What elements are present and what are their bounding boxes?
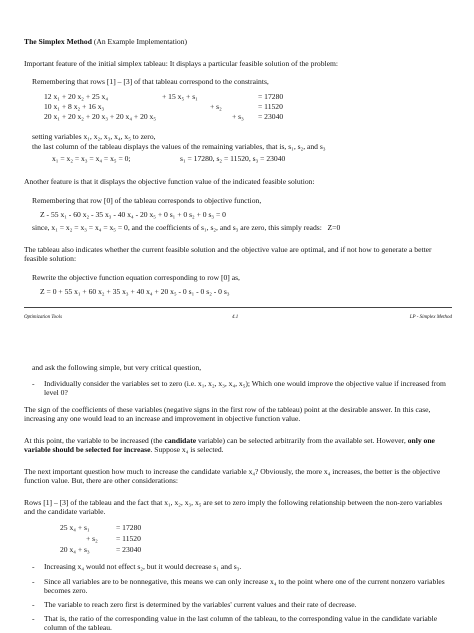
objective-rewritten: Z = 0 + 55 x₁ + 60 x₂ + 35 x₃ + 40 x₄ + 20 x₅ - 0 s₁ - 0 s₂ - 0 s₃	[40, 287, 230, 296]
intro-line: Important feature of the initial simplex tableau: It displays a particular feasible solution of the problem:	[24, 59, 338, 68]
tableau-also-paragraph: The tableau also indicates whether the current feasible solution and the objective value are optimal, and if not how to generate a better feasible solution:	[24, 245, 432, 263]
footer-right: LP - Simplex Method	[409, 315, 452, 320]
bullet-dash-4: -	[32, 600, 35, 609]
bullet-2: Increasing x₄ would not effect s₂, but it would decrease s₁ and s₃.	[44, 562, 242, 571]
another-feature-line: Another feature is that it displays the objective function value of the indicated feasible solution:	[24, 177, 315, 186]
footer-divider	[24, 307, 452, 308]
remember-constraints: Remembering that rows [1] – [3] of that tableau correspond to the constraints,	[32, 77, 269, 86]
relation3-rhs: = 23040	[116, 545, 142, 554]
candidate-text-c: . Suppose x₄ is selected.	[150, 444, 224, 454]
bullet-dash-3: -	[32, 577, 35, 586]
footer-page-number: 4.1	[232, 315, 239, 320]
constraint3-rhs: = 23040	[258, 112, 284, 121]
footer-left: Optimization Tools	[24, 315, 63, 320]
solution-x: x₁ = x₂ = x₃ = x₄ = x₅ = 0;	[52, 154, 131, 163]
candidate-text-a: At this point, the variable to be increased (the	[24, 436, 165, 445]
bullet-dash-5: -	[32, 614, 35, 623]
constraint2-slack: + s₂	[210, 102, 222, 111]
since-text: since, x₁ = x₂ = x₃ = x₄ = x₅ = 0, and the coefficients of s₁, s₂, and s₃ are zero, this simply reads:	[32, 223, 322, 232]
signs-paragraph: The sign of the coefficients of these variables (negative signs in the first row of the tableau) point at the desirable answer. In this case, increasing any one would lead to an increase and improvement in objective function value.	[24, 405, 431, 423]
last-column-line: the last column of the tableau displays the values of the remaining variables, that is, s₁, s₂, and s₃	[32, 142, 326, 151]
page-title	[24, 38, 452, 47]
candidate-bold: candidate	[164, 436, 197, 445]
setting-line: setting variables x₁, x₂, x₃, x₄, x₅ to zero,	[32, 132, 156, 141]
title-text: The Simplex Method	[24, 37, 92, 46]
constraint1-slack: + 15 x₅ + s₁	[162, 92, 198, 101]
bullet-4: The variable to reach zero first is determined by the variables' current values and their rate of decrease.	[44, 600, 357, 609]
bullet-3: Since all variables are to be nonnegative, this means we can only increase x₄ to the point where one of the current nonzero variables becomes zero.	[44, 577, 445, 595]
constraint1-lhs: 12 x₁ + 20 x₂ + 25 x₄	[44, 92, 108, 101]
relation3-lhs: 20 x₄ + s₃	[60, 545, 90, 554]
bullet-dash-2: -	[32, 562, 35, 571]
ask-line: and ask the following simple, but very critical question,	[32, 363, 202, 372]
z-zero: Z=0	[327, 223, 341, 232]
remember-objective: Remembering that row [0] of the tableau corresponds to objective function,	[32, 196, 262, 205]
candidate-paragraph	[24, 437, 452, 455]
constraint3-lhs: 20 x₁ + 20 x₂ + 20 x₃ + 20 x₄ + 20 x₅	[44, 112, 157, 121]
since-line	[32, 224, 452, 233]
objective-equation: Z - 55 x₁ - 60 x₂ - 35 x₃ - 40 x₄ - 20 x₅ + 0 s₁ + 0 s₂ + 0 s₃ = 0	[40, 210, 226, 219]
candidate-text-b: variable) can be selected arbitrarily from the available set. However,	[196, 436, 408, 445]
bullet-1: Individually consider the variables set to zero (i.e. x₁, x₂, x₃, x₄, x₅); Which one would improve the objective value if increased from level 0?	[44, 379, 446, 397]
solution-s: s₁ = 17280, s₂ = 11520, s₃ = 23040	[180, 154, 286, 163]
rewrite-line: Rewrite the objective function equation corresponding to row [0] as,	[32, 273, 240, 282]
relation1-lhs: 25 x₄ + s₁	[60, 523, 90, 532]
rows-paragraph: Rows [1] – [3] of the tableau and the fact that x₁, x₂, x₃, x₅ are set to zero imply the following relationship between the non-zero variables and the candidate variable.	[24, 498, 443, 516]
relation1-rhs: = 17280	[116, 523, 142, 532]
constraint2-rhs: = 11520	[258, 102, 283, 111]
only-one-bold: only one variable should be selected for increase	[24, 436, 435, 454]
bullet-dash-1: -	[32, 379, 35, 388]
constraint2-lhs: 10 x₁ + 8 x₂ + 16 x₃	[44, 102, 105, 111]
relation2-rhs: = 11520	[116, 534, 141, 543]
next-question-paragraph: The next important question how much to increase the candidate variable x₄? Obviously, the more x₄ increases, the better is the objective function value. But, there are other considerations:	[24, 467, 441, 485]
constraint3-slack: + s₃	[232, 112, 244, 121]
relation2-lhs: + s₂	[86, 534, 98, 543]
constraint1-rhs: = 17280	[258, 92, 284, 101]
title-subtitle: (An Example Implementation)	[93, 37, 188, 46]
bullet-5: That is, the ratio of the corresponding value in the last column of the tableau, to the corresponding value in the candidate variable column of the tableau.	[44, 614, 438, 632]
